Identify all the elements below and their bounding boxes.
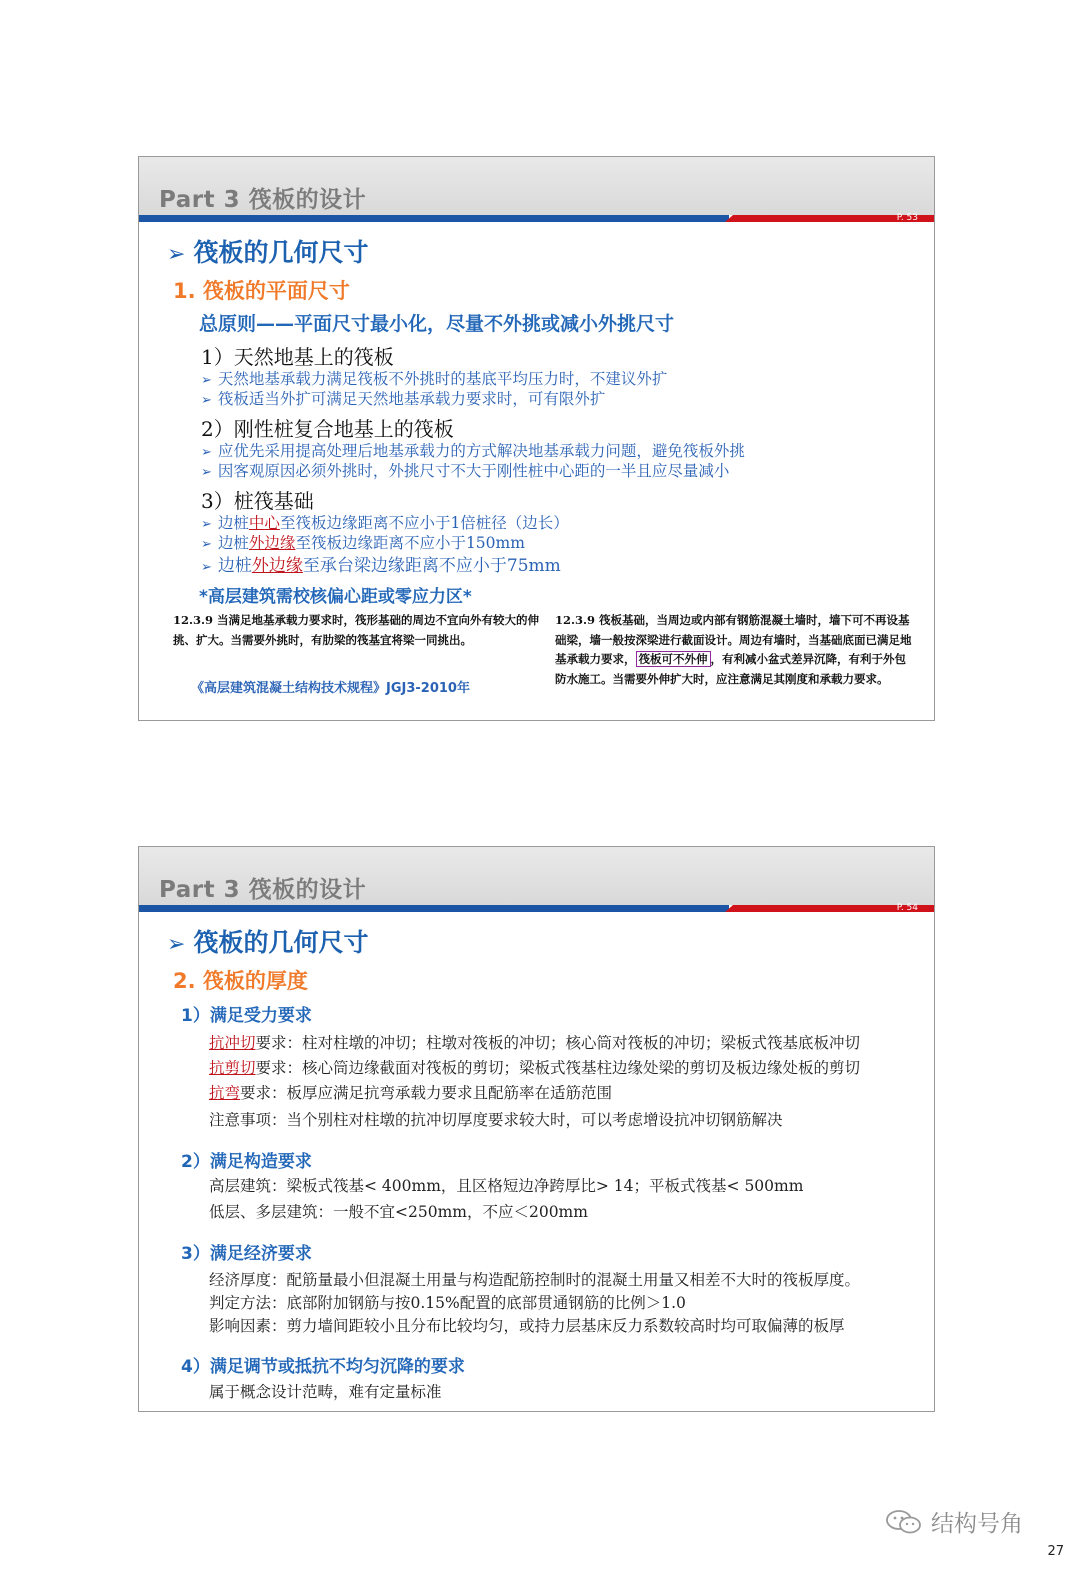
- bullet-arrow-icon: ➢: [201, 373, 212, 388]
- slide-p53: [138, 156, 935, 721]
- bullet-text: 应优先采用提高处理后地基承载力的方式解决地基承载力问题，避免筏板外挑: [217, 442, 745, 460]
- note-text: *高层建筑需校核偏心距或零应力区*: [199, 587, 472, 607]
- requirement-line: 经济厚度：配筋量最小但混凝土用量与构造配筋控制时的混凝土用量又相差不大时的筏板厚度。: [209, 1271, 861, 1289]
- requirement-title-4: 4）满足调节或抵抗不均匀沉降的要求: [181, 1357, 465, 1377]
- arrow-icon: ➢: [167, 932, 186, 957]
- wechat-icon: [885, 1509, 923, 1535]
- clause-right: [555, 611, 917, 689]
- boxed-text: 筏板可不外伸: [636, 651, 711, 667]
- wechat-brand: [885, 1505, 1023, 1538]
- bullet-text: 边桩: [217, 534, 249, 552]
- requirement-line: [209, 1081, 612, 1103]
- header-title: Part 3 筏板的设计: [159, 877, 367, 903]
- bullet: [201, 531, 525, 553]
- bullet-text: 边桩: [217, 556, 252, 576]
- bullet-arrow-icon: ➢: [201, 445, 212, 460]
- requirement-title-1: 1）满足受力要求: [181, 1006, 312, 1026]
- subheading-1: 1）天然地基上的筏板: [201, 345, 394, 369]
- arrow-icon: ➢: [167, 242, 186, 267]
- subheading-2: 2）刚性桩复合地基上的筏板: [201, 417, 454, 441]
- clause-text: 12.3.9 筏板基础，当周边或内部有钢筋混凝土墙时，墙下可不再设基础梁，墙一般按深梁进行截面设计。周边有墙时，当基础底面已满足地基承载力要求，: [555, 613, 912, 666]
- line-text: 要求：核心筒边缘截面对筏板的剪切；梁板式筏基柱边缘处梁的剪切及板边缘处板的剪切: [255, 1059, 861, 1077]
- header-title: Part 3 筏板的设计: [159, 187, 367, 213]
- header-bar-blue: [139, 905, 729, 912]
- slide-heading: [167, 233, 368, 269]
- slide-heading: [167, 923, 368, 959]
- bullet-text: 因客观原因必须外挑时，外挑尺寸不大于刚性桩中心距的一半且应尽量减小: [217, 462, 730, 480]
- line-text: 要求：柱对柱墩的冲切；柱墩对筏板的冲切；核心筒对筏板的冲切；梁板式筏基底板冲切: [255, 1034, 861, 1052]
- line-text: 要求：板厚应满足抗弯承载力要求且配筋率在适筋范围: [240, 1084, 613, 1102]
- header-bar-blue: [139, 215, 729, 222]
- bullet: [201, 459, 729, 481]
- requirement-line: 影响因素：剪力墙间距较小且分布比较均匀，或持力层基床反力系数较高时均可取偏薄的板厚: [209, 1317, 845, 1335]
- requirement-title-2: 2）满足构造要求: [181, 1152, 312, 1172]
- bullet-text: 至承台梁边缘距离不应小于75mm: [302, 556, 561, 576]
- requirement-line: 低层、多层建筑：一般不宜<250mm，不应＜200mm: [209, 1203, 588, 1221]
- highlight-text: 外边缘: [251, 556, 303, 576]
- bullet-text: 至筏板边缘距离不应小于1倍桩径（边长）: [279, 514, 569, 532]
- bullet-arrow-icon: ➢: [201, 465, 212, 480]
- bullet-text: 边桩: [217, 514, 249, 532]
- principle-text: 总原则——平面尺寸最小化，尽量不外挑或减小外挑尺寸: [199, 313, 675, 335]
- page-number: 27: [1047, 1544, 1064, 1559]
- bullet: [201, 367, 667, 389]
- slide-p54: [138, 846, 935, 1412]
- slide-page-number: P. 53: [896, 213, 918, 223]
- highlight-text: 抗冲切: [209, 1034, 256, 1052]
- requirement-line: 注意事项：当个别柱对柱墩的抗冲切厚度要求较大时，可以考虑增设抗冲切钢筋解决: [209, 1111, 783, 1129]
- requirement-line: [209, 1056, 860, 1078]
- source-citation: 《高层建筑混凝土结构技术规程》JGJ3-2010年: [191, 681, 470, 696]
- highlight-text: 中心: [248, 514, 280, 532]
- requirement-line: 高层建筑：梁板式筏基< 400mm，且区格短边净跨厚比> 14；平板式筏基< 500mm: [209, 1177, 804, 1195]
- slide-page-number: P. 54: [896, 903, 918, 913]
- bullet: [201, 387, 605, 409]
- slide-header: [139, 847, 934, 905]
- requirement-title-3: 3）满足经济要求: [181, 1244, 312, 1264]
- bullet-arrow-icon: ➢: [201, 560, 212, 575]
- subheading-3: 3）桩筏基础: [201, 489, 314, 513]
- requirement-line: [209, 1031, 860, 1053]
- heading-text: 筏板的几何尺寸: [193, 928, 369, 957]
- clause-left: 12.3.9 当满足地基承载力要求时，筏形基础的周边不宜向外有较大的伸挑、扩大。当需要外挑时，有肋梁的筏基宜将梁一同挑出。: [173, 613, 540, 647]
- brand-name: 结构号角: [931, 1511, 1023, 1537]
- bullet-text: 筏板适当外扩可满足天然地基承载力要求时，可有限外扩: [217, 390, 606, 408]
- highlight-text: 抗剪切: [209, 1059, 256, 1077]
- requirement-line: 判定方法：底部附加钢筋与按0.15%配置的底部贯通钢筋的比例＞1.0: [209, 1294, 686, 1312]
- bullet-arrow-icon: ➢: [201, 393, 212, 408]
- bullet: [201, 511, 569, 533]
- requirement-line: 属于概念设计范畴，难有定量标准: [209, 1383, 442, 1401]
- slide-header: [139, 157, 934, 215]
- bullet: [201, 551, 561, 576]
- heading-text: 筏板的几何尺寸: [193, 238, 369, 267]
- bullet: [201, 439, 745, 461]
- section-title: 2. 筏板的厚度: [173, 969, 308, 993]
- bullet-text: 天然地基承载力满足筏板不外挑时的基底平均压力时，不建议外扩: [217, 370, 668, 388]
- section-title: 1. 筏板的平面尺寸: [173, 279, 350, 303]
- highlight-text: 抗弯: [209, 1084, 241, 1102]
- clause-text: ，有利减小盆式差异沉降，有利于外包防水施工。当需要外伸扩大时，应注意满足其刚度和承载力要求。: [555, 652, 906, 686]
- highlight-text: 外边缘: [248, 534, 296, 552]
- bullet-arrow-icon: ➢: [201, 537, 212, 552]
- bullet-arrow-icon: ➢: [201, 517, 212, 532]
- bullet-text: 至筏板边缘距离不应小于150mm: [295, 534, 525, 552]
